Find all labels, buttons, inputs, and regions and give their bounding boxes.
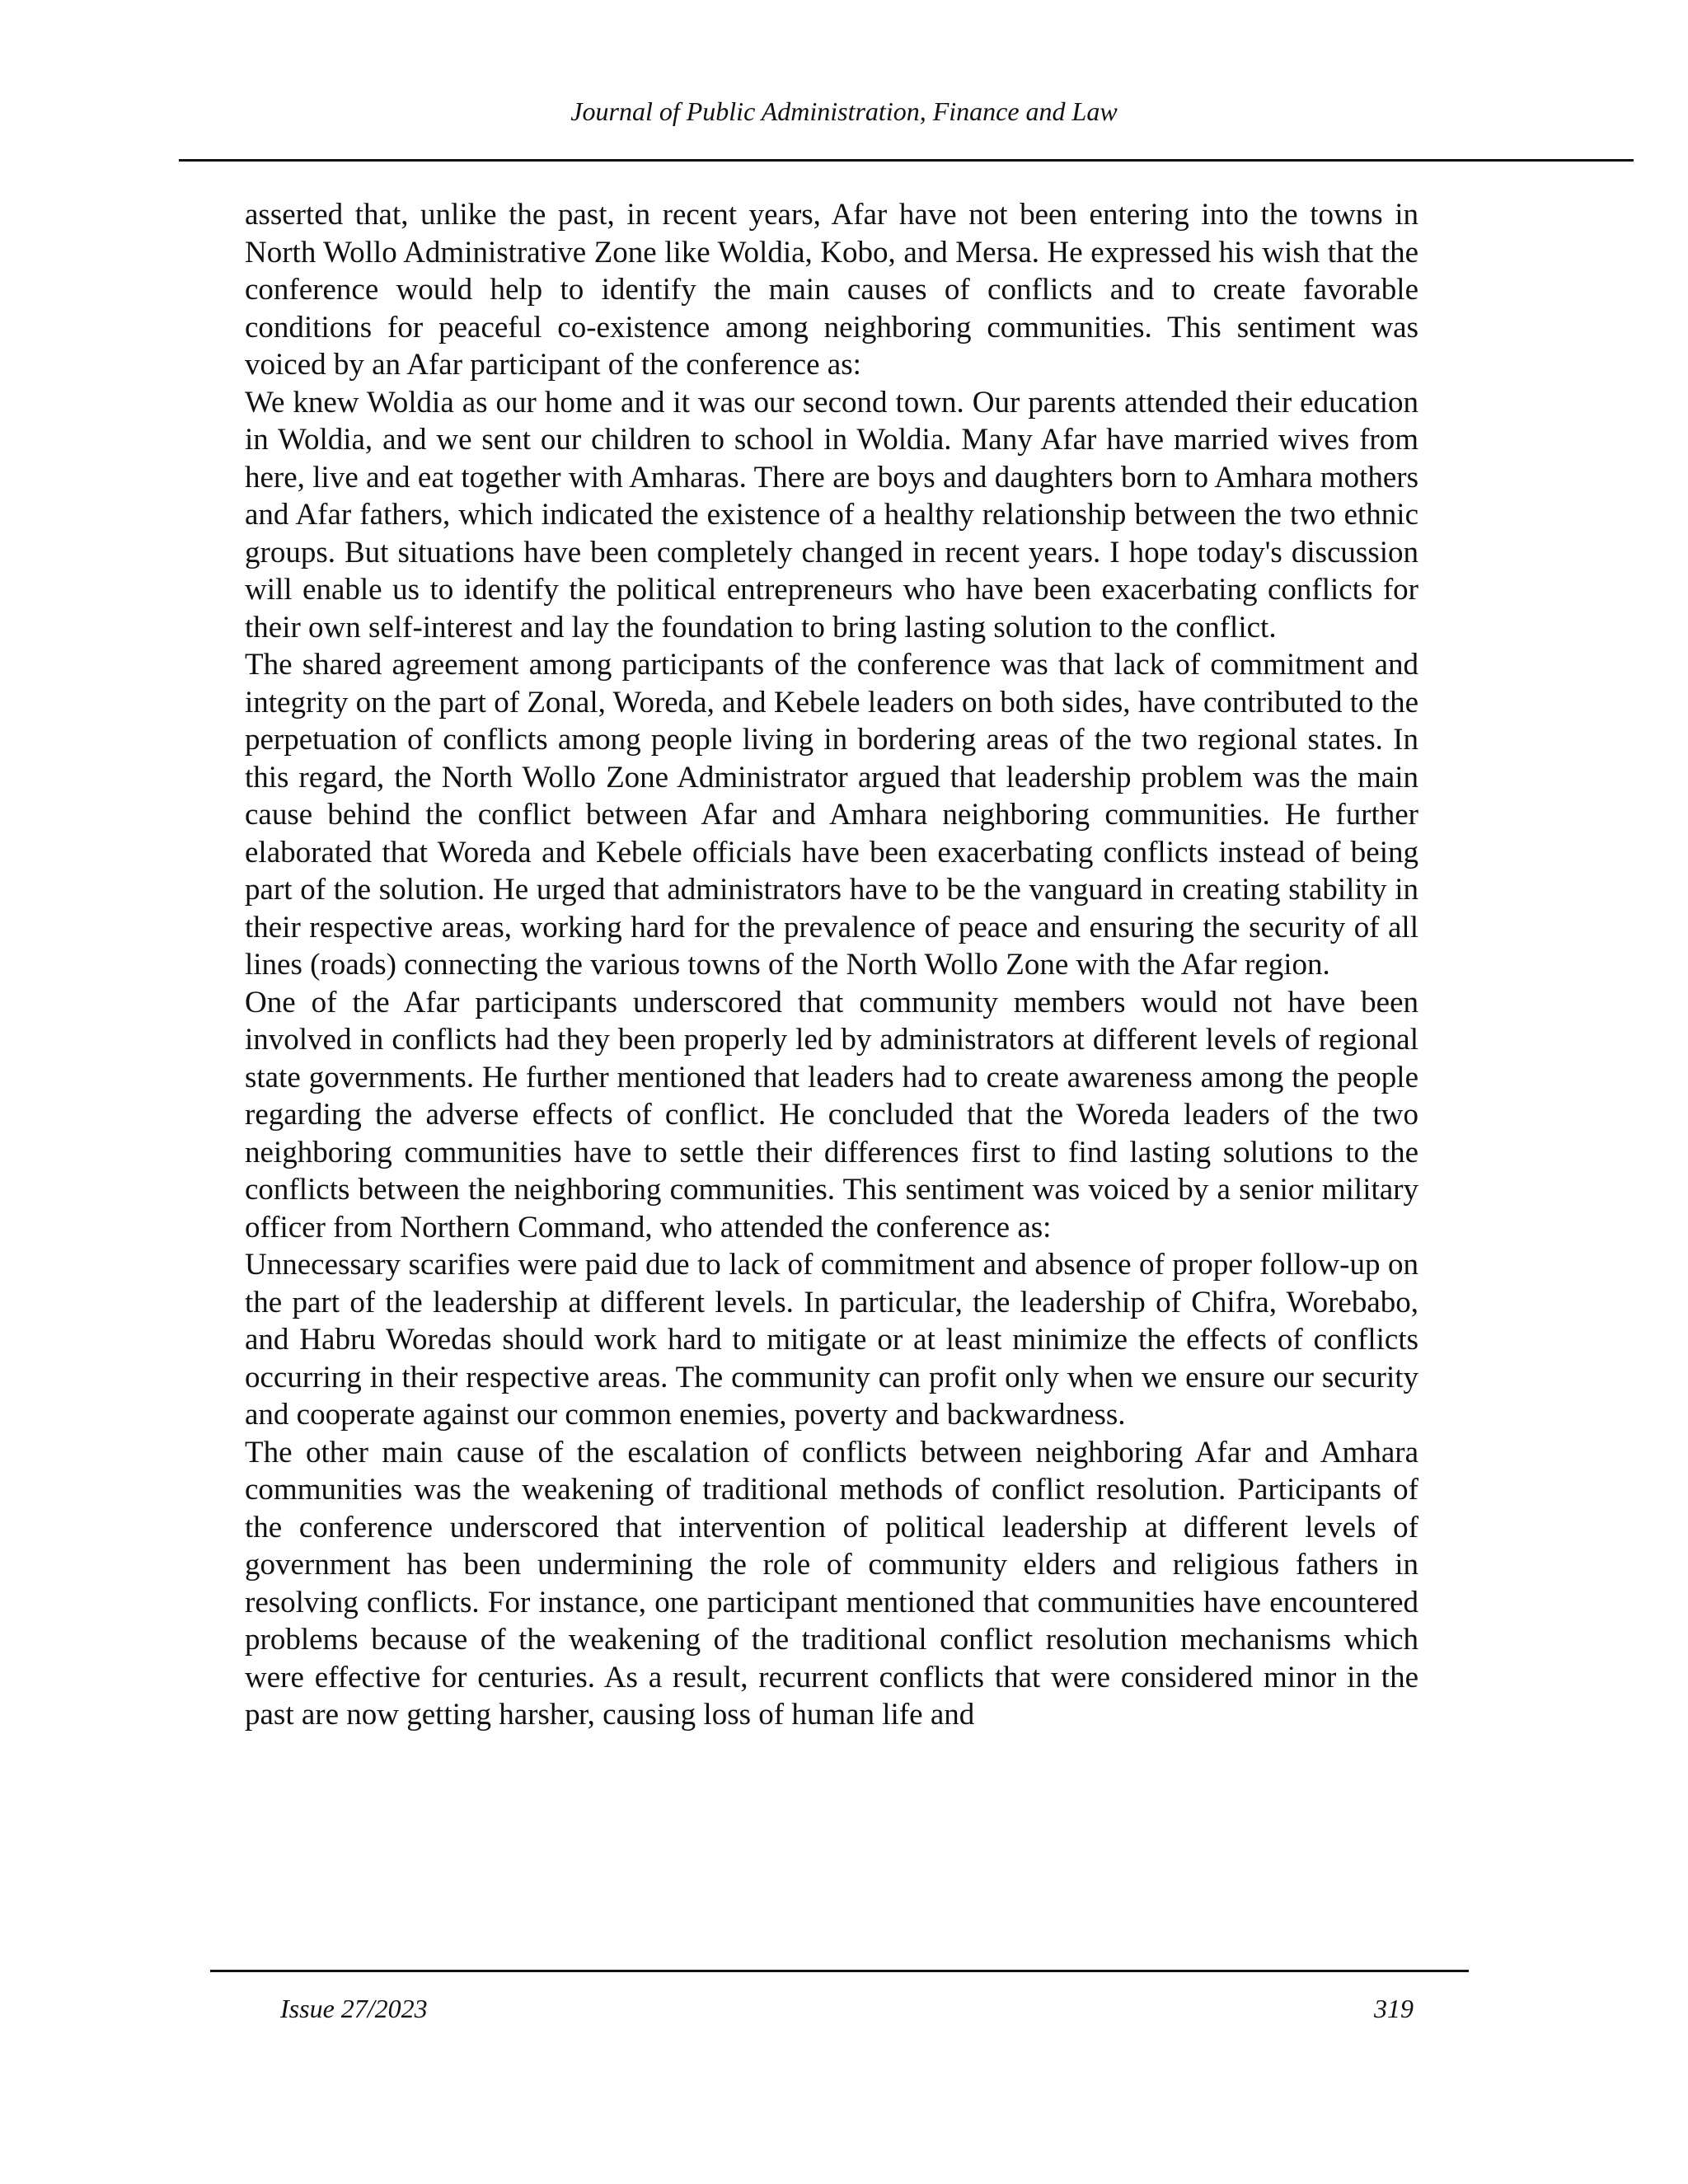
page-number: 319: [1374, 1994, 1414, 2023]
header-rule: [179, 159, 1634, 162]
paragraph-leadership: The shared agreement among participants of the conference was that lack of commitment and integrity on the part of Zonal, Woreda, and Kebele leaders on both sides, have contributed to the perpetuation of conflicts among people living in bordering areas of the two regional states. In this regard, the North Wollo Zone Administrator argued that leadership problem was the main cause behind the conflict between Afar and Amhara neighboring communities. He further elaborated that Woreda and Kebele officials have been exacerbating conflicts instead of being part of the solution. He urged that administrators have to be the vanguard in creating stability in their respective areas, working hard for the prevalence of peace and ensuring the security of all lines (roads) connecting the various towns of the North Wollo Zone with the Afar region.: [245, 648, 1418, 982]
paragraph-afar-participant: One of the Afar participants underscored that community members would not have been involved in conflicts had they been properly led by administrators at different levels of regional state governments. He further mentioned that leaders had to create awareness among the people regarding the adverse effects of conflict. He concluded that the Woreda leaders of the two neighboring communities have to settle their differences first to find lasting solutions to the conflicts between the neighboring communities. This sentiment was voiced by a senior military officer from Northern Command, who attended the conference as:: [245, 985, 1418, 1244]
body-text: [245, 196, 1418, 1734]
quote-military-officer: Unnecessary scarifies were paid due to lack of commitment and absence of proper follow-up on the part of the leadership at different levels. In particular, the leadership of Chifra, Worebabo, and Habru Woredas should work hard to mitigate or at least minimize the effects of conflicts occurring in their respective areas. The community can profit only when we ensure our security and cooperate against our common enemies, poverty and backwardness.: [245, 1248, 1418, 1432]
footer-rule: [210, 1970, 1469, 1972]
paragraph-1: asserted that, unlike the past, in recent years, Afar have not been entering into the towns in North Wollo Administrative Zone like Woldia, Kobo, and Mersa. He expressed his wish that the conference would help to identify the main causes of conflicts and to create favorable conditions for peaceful co-existence among neighboring communities. This sentiment was voiced by an Afar participant of the conference as:: [245, 198, 1418, 382]
issue-label: Issue 27/2023: [280, 1994, 428, 2023]
quote-woldia: We knew Woldia as our home and it was our second town. Our parents attended their education in Woldia, and we sent our children to school in Woldia. Many Afar have married wives from here, live and eat together with Amharas. There are boys and daughters born to Amhara mothers and Afar fathers, which indicated the existence of a healthy relationship between the two ethnic groups. But situations have been completely changed in recent years. I hope today's discussion will enable us to identify the political entrepreneurs who have been exacerbating conflicts for their own self-interest and lay the foundation to bring lasting solution to the conflict.: [245, 385, 1418, 644]
paragraph-traditional-methods: The other main cause of the escalation of conflicts between neighboring Afar and Amhara communities was the weakening of traditional methods of conflict resolution. Participants of the conference underscored that intervention of political leadership at different levels of government has been undermining the role of community elders and religious fathers in resolving conflicts. For instance, one participant mentioned that communities have encountered problems because of the weakening of the traditional conflict resolution mechanisms which were effective for centuries. As a result, recurrent conflicts that were considered minor in the past are now getting harsher, causing loss of human life and: [245, 1435, 1418, 1732]
running-header: Journal of Public Administration, Finance and Law: [570, 96, 1118, 126]
